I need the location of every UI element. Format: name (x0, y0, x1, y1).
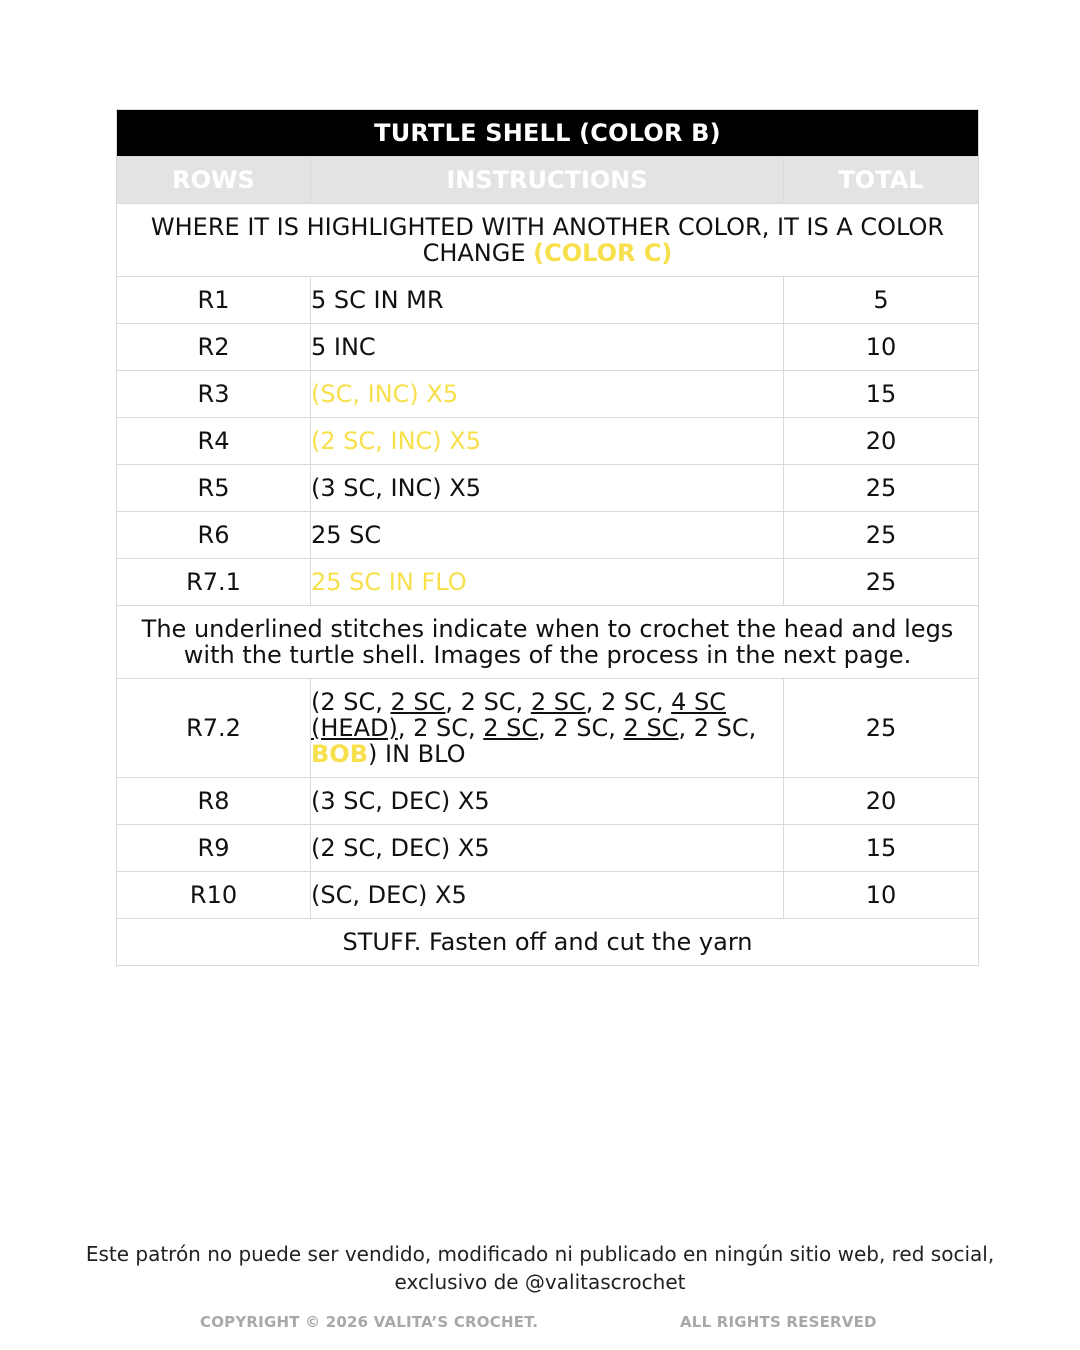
color-change-note (117, 204, 979, 277)
row-label: R10 (117, 872, 311, 919)
row-total: 25 (784, 465, 979, 512)
row-instruction (311, 679, 784, 778)
row-instruction: (2 SC, DEC) X5 (311, 825, 784, 872)
header-rows: ROWS (117, 157, 311, 204)
row-label: R9 (117, 825, 311, 872)
row-total: 15 (784, 825, 979, 872)
row-total: 25 (784, 559, 979, 606)
row-instruction: (3 SC, INC) X5 (311, 465, 784, 512)
table-row (117, 371, 979, 418)
underlined-stitch: 2 SC (623, 714, 679, 742)
table-row (117, 512, 979, 559)
highlighted-stitch: BOB (311, 740, 368, 768)
turtle-shell-table (116, 109, 979, 966)
table-row (117, 324, 979, 371)
row-instruction-highlighted: 25 SC IN FLO (311, 559, 784, 606)
rights-text: ALL RIGHTS RESERVED (680, 1313, 877, 1331)
row-label: R3 (117, 371, 311, 418)
instr-part: , 2 SC, (397, 714, 484, 742)
color-change-highlight: (COLOR C) (533, 239, 673, 267)
row-total: 5 (784, 277, 979, 324)
row-instruction: (SC, DEC) X5 (311, 872, 784, 919)
row-total: 10 (784, 324, 979, 371)
table-row (117, 825, 979, 872)
row-instruction: 5 SC IN MR (311, 277, 784, 324)
footer-disclaimer (0, 1240, 1080, 1296)
row-instruction: 25 SC (311, 512, 784, 559)
instr-part: , 2 SC, (538, 714, 624, 742)
table-row (117, 778, 979, 825)
instr-part: , 2 SC, (585, 688, 672, 716)
row-total: 25 (784, 512, 979, 559)
row-total: 20 (784, 418, 979, 465)
table-row (117, 679, 979, 778)
row-label: R8 (117, 778, 311, 825)
row-label: R7.1 (117, 559, 311, 606)
instr-part: , 2 SC, (445, 688, 531, 716)
instr-part: , 2 SC, (678, 714, 757, 742)
instr-part: ) IN BLO (368, 740, 466, 768)
row-label: R5 (117, 465, 311, 512)
row-label: R1 (117, 277, 311, 324)
row-label: R6 (117, 512, 311, 559)
table-row (117, 277, 979, 324)
row-total: 20 (784, 778, 979, 825)
row-instruction: (3 SC, DEC) X5 (311, 778, 784, 825)
instr-part: (2 SC, (311, 688, 391, 716)
table-row (117, 465, 979, 512)
row-label: R4 (117, 418, 311, 465)
header-total: TOTAL (784, 157, 979, 204)
table-row (117, 418, 979, 465)
row-instruction-highlighted: (2 SC, INC) X5 (311, 418, 784, 465)
copyright-text: COPYRIGHT © 2026 VALITA’S CROCHET. (200, 1313, 539, 1331)
table-row (117, 559, 979, 606)
row-label: R2 (117, 324, 311, 371)
footer-line-1: Este patrón no puede ser vendido, modificado ni publicado en ningún sitio web, red social, (85, 1242, 995, 1266)
table-row (117, 872, 979, 919)
final-note: STUFF. Fasten off and cut the yarn (117, 919, 979, 966)
underlined-stitch: 2 SC (390, 688, 446, 716)
row-total: 15 (784, 371, 979, 418)
underlined-stitch: 2 SC (483, 714, 539, 742)
underline-note: The underlined stitches indicate when to crochet the head and legs with the turtle shell. Images of the process in the next page. (117, 606, 979, 679)
underlined-stitch: 2 SC (530, 688, 586, 716)
color-change-note-text: WHERE IT IS HIGHLIGHTED WITH ANOTHER COLOR, IT IS A COLOR CHANGE (150, 213, 945, 267)
row-total: 10 (784, 872, 979, 919)
row-label: R7.2 (117, 679, 311, 778)
row-total: 25 (784, 679, 979, 778)
footer-line-2: exclusivo de @valitascrochet (394, 1270, 686, 1294)
header-instructions: INSTRUCTIONS (311, 157, 784, 204)
row-instruction-highlighted: (SC, INC) X5 (311, 371, 784, 418)
row-instruction: 5 INC (311, 324, 784, 371)
underlined-stitch: 4 SC (HEAD) (311, 688, 726, 742)
table-title: TURTLE SHELL (COLOR B) (117, 110, 979, 157)
